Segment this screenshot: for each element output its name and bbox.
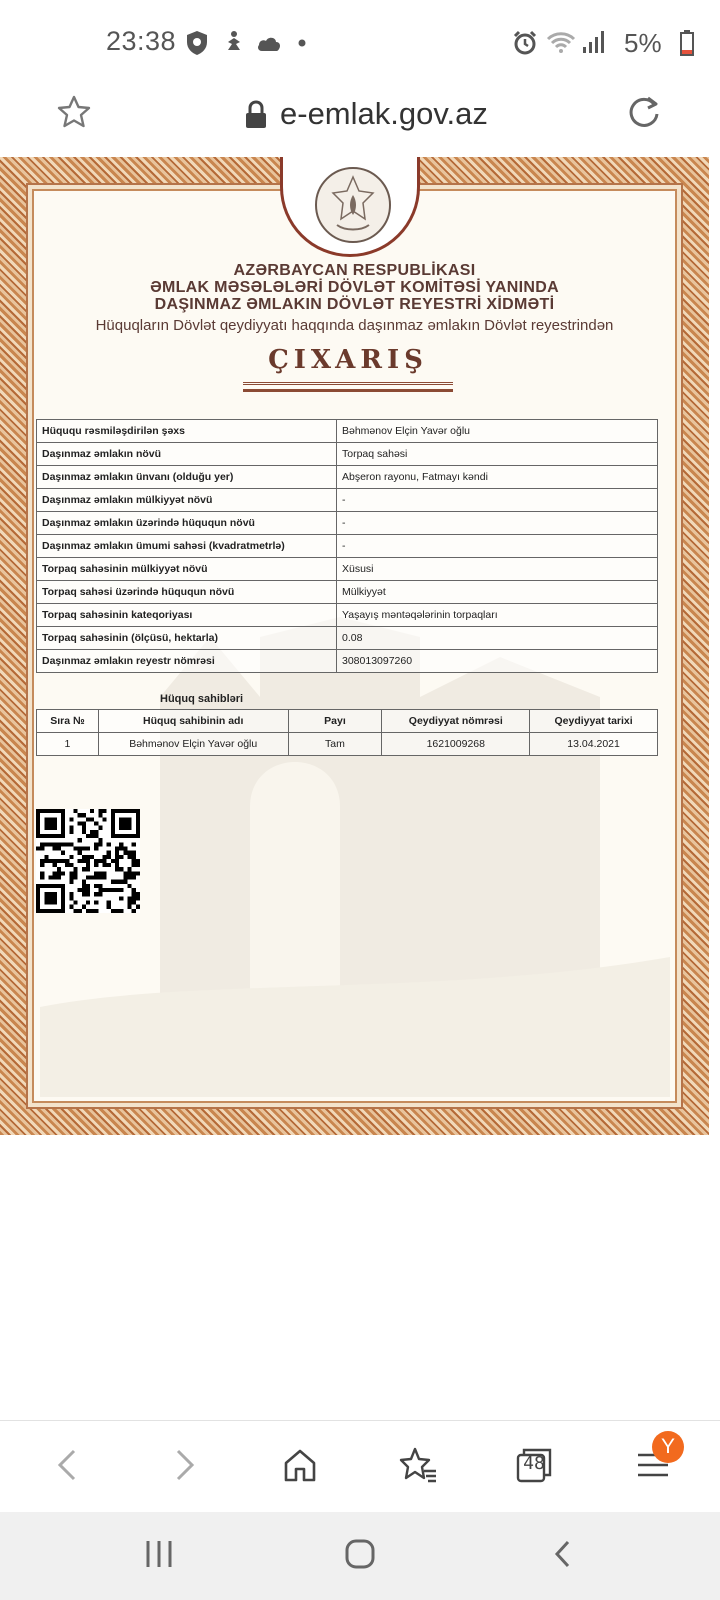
lock-icon [244, 100, 268, 130]
cloud-icon [256, 34, 282, 52]
info-value: Xüsusi [337, 558, 658, 581]
emblem-flame-icon [317, 169, 389, 241]
header-line-2: ƏMLAK MƏSƏLƏLƏRİ DÖVLƏT KOMİTƏSİ YANINDA [150, 279, 559, 296]
info-row [37, 604, 658, 627]
info-row [37, 512, 658, 535]
dot-icon [298, 39, 306, 47]
owners-cell: Tam [288, 733, 382, 756]
person-meditation-icon [222, 30, 246, 54]
info-value: - [337, 512, 658, 535]
info-label: Hüququ rəsmiləşdirilən şəxs [37, 420, 337, 443]
url-text[interactable]: e-emlak.gov.az [280, 96, 488, 131]
owners-header-cell: Sıra № [37, 710, 99, 733]
certificate-title: ÇIXARIŞ [243, 345, 453, 385]
system-nav-bar [0, 1512, 720, 1600]
property-info-table [36, 419, 658, 673]
info-label: Torpaq sahəsi üzərində hüququn növü [37, 581, 337, 604]
state-emblem [315, 167, 391, 243]
forward-icon[interactable] [170, 1445, 198, 1485]
bookmark-star-icon[interactable] [56, 94, 92, 130]
alarm-icon [512, 30, 538, 56]
url-bar [0, 88, 720, 156]
owners-cell: 1 [37, 733, 99, 756]
system-back-icon[interactable] [552, 1538, 574, 1570]
home-button-icon[interactable] [344, 1538, 376, 1570]
info-value: 0.08 [337, 627, 658, 650]
back-icon[interactable] [54, 1445, 82, 1485]
info-label: Daşınmaz əmlakın mülkiyyət növü [37, 489, 337, 512]
status-time: 23:38 [106, 26, 177, 56]
title-underline [243, 389, 453, 392]
info-label: Daşınmaz əmlakın ümumi sahəsi (kvadratmetrlə) [37, 535, 337, 558]
owners-header-cell: Qeydiyyat nömrəsi [382, 710, 530, 733]
info-row [37, 489, 658, 512]
info-row [37, 535, 658, 558]
owners-cell: 1621009268 [382, 733, 530, 756]
owners-title: Hüquq sahibləri [160, 693, 244, 705]
info-row [37, 466, 658, 489]
info-label: Daşınmaz əmlakın üzərində hüququn növü [37, 512, 337, 535]
info-row [37, 627, 658, 650]
owners-header-cell: Hüquq sahibinin adı [98, 710, 288, 733]
info-row [37, 558, 658, 581]
info-row [37, 581, 658, 604]
certificate-document [0, 157, 709, 1135]
owners-header-cell: Payı [288, 710, 382, 733]
info-value: Mülkiyyət [337, 581, 658, 604]
home-icon[interactable] [282, 1445, 318, 1485]
info-value: Torpaq sahəsi [337, 443, 658, 466]
owners-cell: 13.04.2021 [530, 733, 658, 756]
menu-badge: Y [652, 1431, 684, 1463]
info-value: Abşeron rayonu, Fatmayı kəndi [337, 466, 658, 489]
info-label: Torpaq sahəsinin (ölçüsü, hektarla) [37, 627, 337, 650]
header-subtitle: Hüquqların Dövlət qeydiyyatı haqqında daşınmaz əmlakın Dövlət reyestrindən [95, 317, 614, 334]
bookmarks-icon[interactable] [398, 1445, 438, 1485]
info-label: Daşınmaz əmlakın reyestr nömrəsi [37, 650, 337, 673]
signal-icon [582, 30, 604, 54]
owners-table [36, 709, 658, 756]
qr-code [36, 809, 140, 913]
info-label: Torpaq sahəsinin mülkiyyət növü [37, 558, 337, 581]
shield-icon [186, 30, 208, 56]
recent-apps-icon[interactable] [144, 1538, 174, 1570]
battery-low-icon [680, 30, 694, 56]
owners-header-cell: Qeydiyyat tarixi [530, 710, 658, 733]
info-value: 308013097260 [337, 650, 658, 673]
browser-bottom-bar [0, 1420, 720, 1512]
tabs-count: 48 [523, 1453, 545, 1474]
info-label: Torpaq sahəsinin kateqoriyası [37, 604, 337, 627]
wifi-icon [546, 30, 576, 54]
reload-icon[interactable] [626, 94, 662, 130]
info-value: - [337, 489, 658, 512]
info-label: Daşınmaz əmlakın növü [37, 443, 337, 466]
owners-cell: Bəhmənov Elçin Yavər oğlu [98, 733, 288, 756]
owners-row [37, 733, 658, 756]
header-line-3: DAŞINMAZ ƏMLAKIN DÖVLƏT REYESTRİ XİDMƏTİ [154, 296, 555, 313]
battery-percent: 5% [624, 28, 662, 58]
info-label: Daşınmaz əmlakın ünvanı (olduğu yer) [37, 466, 337, 489]
info-value: Yaşayış məntəqələrinin torpaqları [337, 604, 658, 627]
info-row [37, 420, 658, 443]
header-line-1: AZƏRBAYCAN RESPUBLİKASI [233, 262, 476, 279]
info-value: - [337, 535, 658, 558]
info-row [37, 443, 658, 466]
info-value: Bəhmənov Elçin Yavər oğlu [337, 420, 658, 443]
status-bar [0, 0, 720, 88]
info-row [37, 650, 658, 673]
